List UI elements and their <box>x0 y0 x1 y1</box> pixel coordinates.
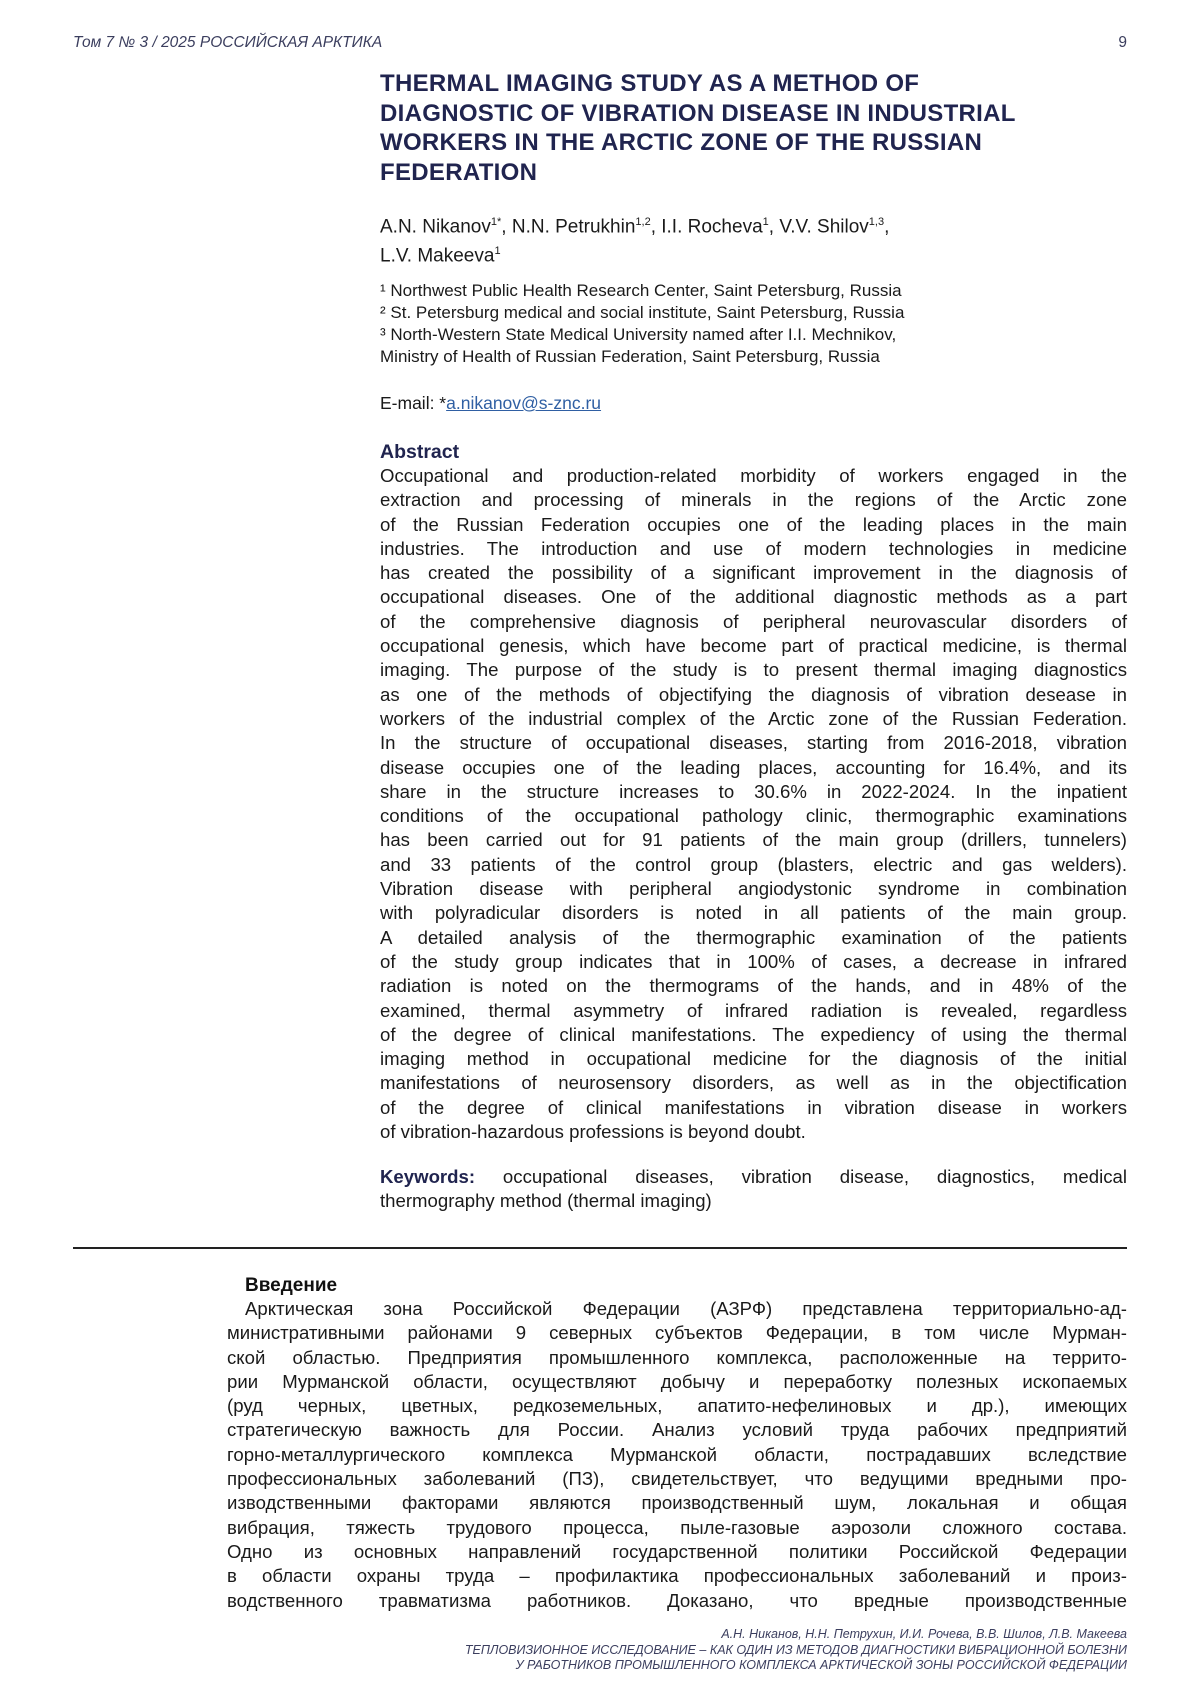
abstract-line: has created the possibility of a significant improvement in the diagnosis of <box>380 562 1127 584</box>
abstract-line: of the Russian Federation occupies one of the leading places in the main <box>380 513 1127 535</box>
abstract-line: imaging method in occupational medicine for the diagnosis of the initial <box>380 1048 1127 1070</box>
keywords <box>380 1165 1127 1214</box>
abstract-line: occupational diseases. One of the additional diagnostic methods as a part <box>380 586 1127 608</box>
email-link[interactable]: a.nikanov@s-znc.ru <box>446 393 602 413</box>
abstract-line: of the degree of clinical manifestations. The expediency of using the thermal <box>380 1023 1127 1045</box>
abstract-line: manifestations of neurosensory disorders, as well as in the objectification <box>380 1072 1127 1094</box>
intro-line: в области охраны труда – профилактика профессиональных заболеваний и произ- <box>227 1565 1127 1587</box>
affiliations <box>380 280 1140 368</box>
intro-line: ской областью. Предприятия промышленного комплекса, расположенные на террито- <box>227 1346 1127 1368</box>
abstract-heading: Abstract <box>380 441 460 463</box>
title-line: WORKERS IN THE ARCTIC ZONE OF THE RUSSIAN <box>380 129 983 156</box>
intro-line: (руд черных, цветных, редкоземельных, апатито-нефелиновых и др.), имеющих <box>227 1395 1127 1417</box>
author-affiliation-mark: 1,2 <box>635 216 651 228</box>
abstract-line: industries. The introduction and use of modern technologies in medicine <box>380 537 1127 559</box>
affiliation: ² St. Petersburg medical and social institute, Saint Petersburg, Russia <box>380 303 905 322</box>
keywords-line <box>380 1165 1127 1189</box>
intro-line: водственного травматизма работников. Доказано, что вредные производственные <box>227 1589 1127 1611</box>
author-name: I.I. Rocheva <box>661 216 763 238</box>
running-head: Том 7 № 3 / 2025 РОССИЙСКАЯ АРКТИКА <box>73 34 383 51</box>
page-number: 9 <box>1118 34 1127 51</box>
abstract-line: occupational genesis, which have become part of practical medicine, is thermal <box>380 635 1127 657</box>
abstract-line: as one of the methods of objectifying the diagnosis of vibration desease in <box>380 683 1127 705</box>
author-affiliation-mark: 1,3 <box>868 216 885 228</box>
intro-line: горно-металлургического комплекса Мурманской области, пострадавших вследствие <box>227 1443 1127 1465</box>
footer-line: У РАБОТНИКОВ ПРОМЫШЛЕННОГО КОМПЛЕКСА АРКТИЧЕСКОЙ ЗОНЫ РОССИЙСКОЙ ФЕДЕРАЦИИ <box>515 1658 1127 1672</box>
author-separator: , <box>884 216 890 238</box>
abstract-line: examined, thermal asymmetry of infrared radiation is revealed, regardless <box>380 999 1127 1021</box>
abstract-line: Vibration disease with peripheral angiodystonic syndrome in combination <box>380 878 1127 900</box>
abstract-line: of the degree of clinical manifestations in vibration disease in workers <box>380 1096 1127 1118</box>
section-divider <box>73 1247 1127 1249</box>
author-name: N.N. Petrukhin <box>511 216 636 238</box>
abstract-line: with polyradicular disorders is noted in all patients of the main group. <box>380 902 1127 924</box>
author-separator: , <box>501 216 512 238</box>
intro-line: изводственными факторами являются производственный шум, локальная и общая <box>227 1492 1127 1514</box>
intro-line: Одно из основных направлений государственной политики Российской Федерации <box>227 1540 1127 1562</box>
running-footer <box>465 1627 1127 1674</box>
keywords-text: occupational diseases, vibration disease, diagnostics, medical <box>475 1166 1127 1187</box>
keywords-line: thermography method (thermal imaging) <box>380 1190 712 1212</box>
title-line: FEDERATION <box>380 158 538 186</box>
intro-line: министративными районами 9 северных субъектов Федерации, в том числе Мурман- <box>227 1322 1127 1344</box>
author-separator: , <box>768 216 780 238</box>
abstract-line: of the study group indicates that in 100% of cases, a decrease in infrared <box>380 950 1127 972</box>
author-affiliation-mark: 1* <box>490 216 502 228</box>
abstract-line: extraction and processing of minerals in the regions of the Arctic zone <box>380 489 1127 511</box>
intro-line: вибрация, тяжесть трудового процесса, пыле-газовые аэрозоли сложного состава. <box>227 1516 1127 1538</box>
author-list <box>380 210 1127 269</box>
abstract-line: and 33 patients of the control group (blasters, electric and gas welders). <box>380 853 1127 875</box>
abstract-line: radiation is noted on the thermograms of the hands, and in 48% of the <box>380 975 1127 997</box>
affiliation: Ministry of Health of Russian Federation, Saint Petersburg, Russia <box>380 347 880 366</box>
abstract-line: Occupational and production-related morbidity of workers engaged in the <box>380 465 1127 486</box>
abstract-line: workers of the industrial complex of the Arctic zone of the Russian Federation. <box>380 707 1127 729</box>
abstract-line: A detailed analysis of the thermographic examination of the patients <box>380 926 1127 948</box>
abstract-line: has been carried out for 91 patients of the main group (drillers, tunnelers) <box>380 829 1127 851</box>
intro-line: профессиональных заболеваний (ПЗ), свидетельствует, что ведущими вредными про- <box>227 1468 1127 1490</box>
email-label: E-mail: * <box>380 393 447 413</box>
abstract-line: of the comprehensive diagnosis of peripheral neurovascular disorders of <box>380 610 1127 632</box>
keywords-label: Keywords: <box>380 1166 476 1187</box>
author-affiliation-mark: 1 <box>762 216 769 228</box>
author-name: L.V. Makeeva <box>380 245 495 267</box>
abstract-line: disease occupies one of the leading places, accounting for 16.4%, and its <box>380 756 1127 778</box>
footer-line: А.Н. Никанов, Н.Н. Петрухин, И.И. Рочева, В.В. Шилов, Л.В. Макеева <box>721 1627 1127 1641</box>
author-name: V.V. Shilov <box>779 216 869 238</box>
abstract-line: share in the structure increases to 30.6% in 2022-2024. In the inpatient <box>380 780 1127 802</box>
intro-line: рии Мурманской области, осуществляют добычу и переработку полезных ископаемых <box>227 1370 1127 1392</box>
abstract-body <box>380 464 1127 1144</box>
title-line: THERMAL IMAGING STUDY AS A METHOD OF <box>380 70 920 97</box>
contact-email <box>380 391 601 415</box>
author-name: A.N. Nikanov <box>380 216 491 238</box>
intro-body <box>227 1297 1127 1613</box>
affiliation: ³ North-Western State Medical University named after I.I. Mechnikov, <box>380 325 897 344</box>
intro-line: стратегическую важность для России. Анализ условий труда рабочих предприятий <box>227 1419 1127 1441</box>
abstract-line: imaging. The purpose of the study is to present thermal imaging diagnostics <box>380 659 1127 681</box>
abstract-line: conditions of the occupational pathology clinic, thermographic examinations <box>380 805 1127 827</box>
intro-line: Арктическая зона Российской Федерации (АЗРФ) представлена территориально-ад- <box>245 1298 1127 1319</box>
title-line: DIAGNOSTIC OF VIBRATION DISEASE IN INDUSTRIAL <box>380 99 1016 127</box>
affiliation: ¹ Northwest Public Health Research Center, Saint Petersburg, Russia <box>380 281 902 300</box>
author-affiliation-mark: 1 <box>494 245 501 258</box>
abstract-line: In the structure of occupational diseases, starting from 2016-2018, vibration <box>380 732 1127 754</box>
author-separator: , <box>650 216 662 238</box>
intro-heading: Введение <box>245 1275 338 1296</box>
abstract-line: of vibration-hazardous professions is beyond doubt. <box>380 1121 806 1143</box>
footer-line: ТЕПЛОВИЗИОННОЕ ИССЛЕДОВАНИЕ – КАК ОДИН ИЗ МЕТОДОВ ДИАГНОСТИКИ ВИБРАЦИОННОЙ БОЛЕЗНИ <box>464 1642 1127 1657</box>
article-title <box>380 69 1140 187</box>
